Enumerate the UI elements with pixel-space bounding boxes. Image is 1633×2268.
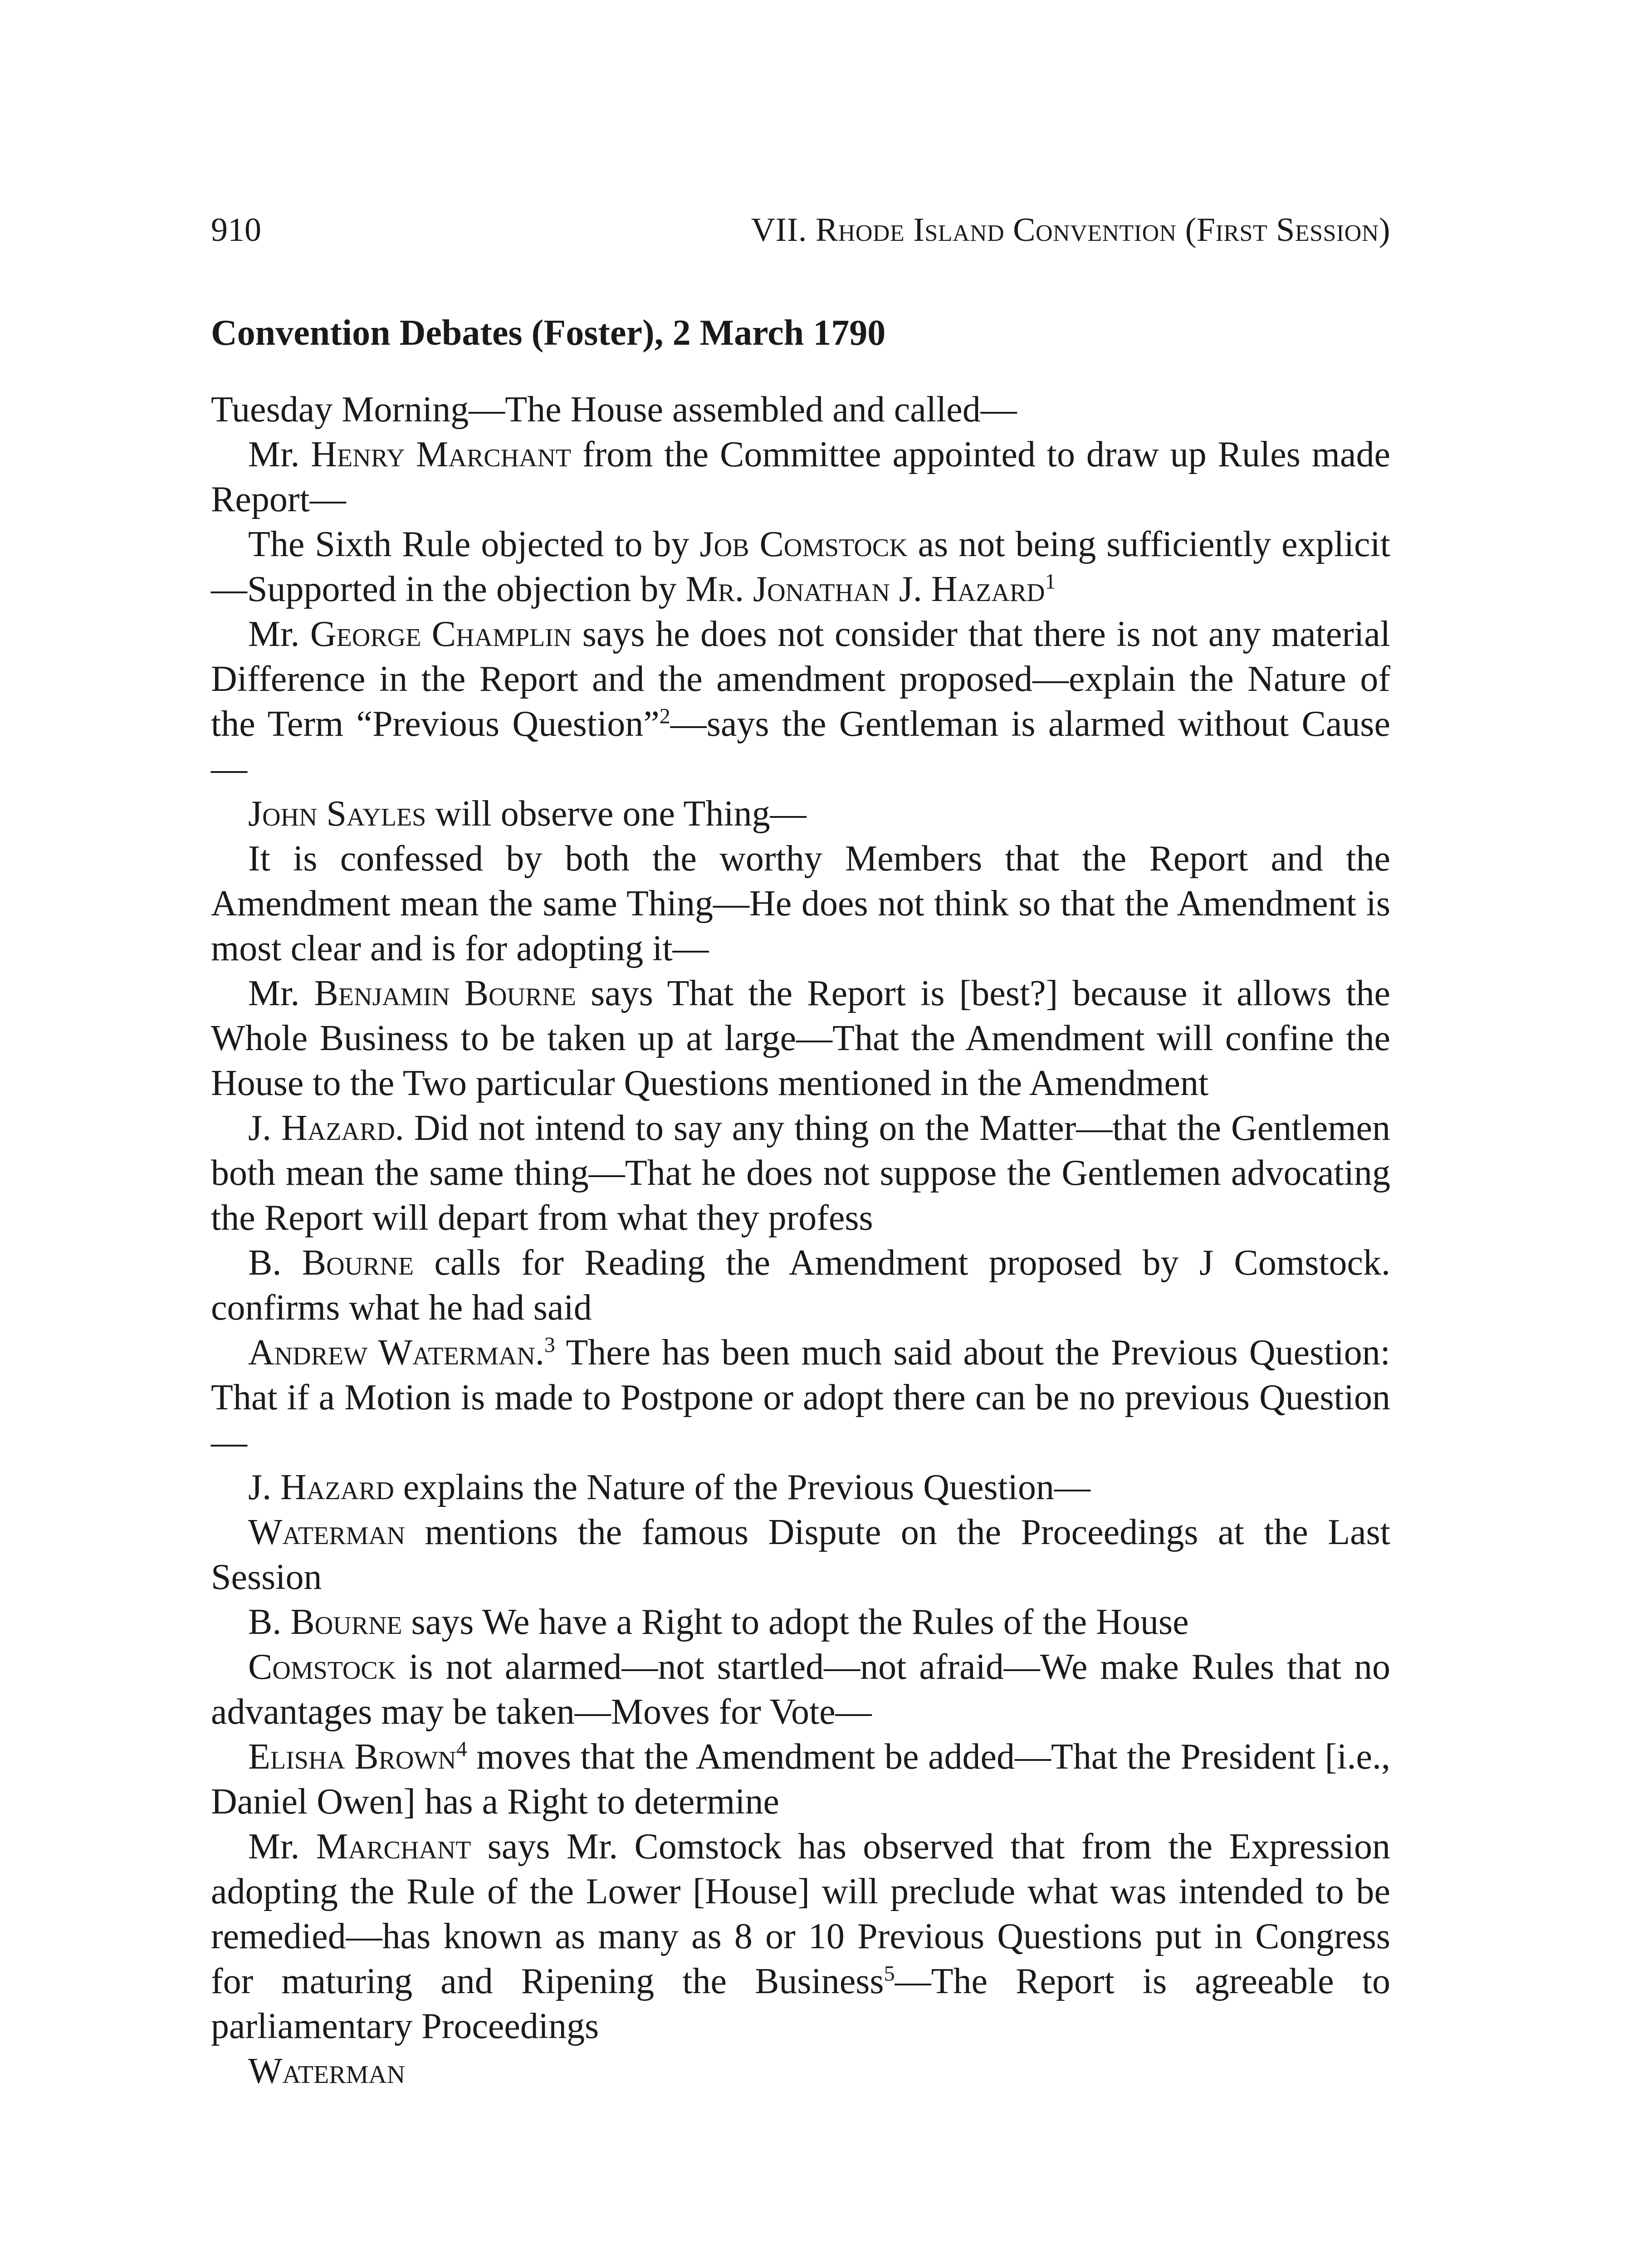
text-run: mentions the famous Dispute on the Proceedings at the Last Session <box>211 1512 1390 1597</box>
speaker-name: John Sayles <box>248 794 426 834</box>
paragraph <box>211 1600 1390 1645</box>
text-run: —says the Gentleman is alarmed without Cause— <box>211 704 1391 789</box>
footnote-marker: 4 <box>456 1737 467 1761</box>
paragraph <box>211 1735 1390 1824</box>
speaker-name: Waterman <box>248 2051 406 2091</box>
speaker-name: Henry Marchant <box>311 435 572 474</box>
text-run: as not being sufficiently explicit—Supported in the objection by <box>211 524 1390 609</box>
footnote-marker: 1 <box>1045 569 1056 594</box>
speaker-name: Bourne <box>290 1602 402 1642</box>
document-title: Convention Debates (Foster), 2 March 1790 <box>211 313 886 353</box>
footnote-marker: 3 <box>544 1333 555 1357</box>
text-run: It is confessed by both the worthy Members that the Report and the Amendment mean the same Thing—He does not think so that the Amendment is most clear and is for adopting it— <box>211 839 1390 968</box>
text-run: Mr. <box>248 614 310 654</box>
paragraph <box>211 522 1390 612</box>
document-body <box>211 387 1390 2094</box>
book-page <box>211 213 1390 2094</box>
text-run: Mr. <box>248 435 311 474</box>
running-head <box>211 213 1390 247</box>
paragraph <box>211 1241 1390 1330</box>
text-run: says Mr. Comstock has observed that from the Expression adopting the Rule of the Lower [House] will preclude what was intended to be remedied—has known as many as 8 or 10 Previous Questions put in Congress for maturing and Ripening the Business <box>211 1827 1390 2001</box>
text-run: B. <box>248 1243 302 1283</box>
text-run: Tuesday Morning—The House assembled and called— <box>211 390 1017 430</box>
text-run: is not alarmed—not startled—not afraid—We make Rules that no advantages may be taken—Moves for Vote— <box>211 1647 1390 1732</box>
paragraph <box>211 612 1390 792</box>
text-run: . Did not intend to say any thing on the Matter—that the Gentlemen both mean the same thing—That he does not suppose the Gentlemen advocating the Report will depart from what they profess <box>211 1108 1390 1238</box>
paragraph <box>211 1465 1390 1510</box>
text-run: moves that the Amendment be added—That the President [i.e., Daniel Owen] has a Right to determine <box>211 1737 1391 1822</box>
text-run: explains the Nature of the Previous Question— <box>394 1467 1091 1507</box>
speaker-name: Elisha Brown <box>248 1737 456 1777</box>
text-run: B. <box>248 1602 291 1642</box>
paragraph <box>211 1330 1390 1465</box>
text-run: J. <box>890 569 931 609</box>
text-run: J. <box>248 1108 282 1148</box>
text-run: J. <box>248 1467 281 1507</box>
paragraph <box>211 836 1390 971</box>
text-run: says We have a Right to adopt the Rules of the House <box>402 1602 1189 1642</box>
speaker-name: Job Comstock <box>699 524 908 564</box>
text-run: will observe one Thing— <box>426 794 807 834</box>
paragraph <box>211 1510 1390 1600</box>
text-run: says he does not consider that there is not any material Difference in the Report and the amendment proposed—explain the Nature of the Term “Previous Question” <box>211 614 1391 744</box>
footnote-marker: 5 <box>884 1961 895 1986</box>
speaker-name: Hazard <box>280 1467 394 1507</box>
page-number: 910 <box>211 211 261 249</box>
speaker-name: George Champlin <box>310 614 572 654</box>
paragraph <box>211 432 1390 522</box>
paragraph <box>211 1645 1390 1735</box>
paragraph <box>211 971 1390 1106</box>
text-run: —The Report is agreeable to parliamentary Proceedings <box>211 1961 1390 2046</box>
paragraph <box>211 1106 1390 1241</box>
paragraph <box>211 792 1390 836</box>
running-head-title: VII. Rhode Island Convention (First Session) <box>751 211 1390 249</box>
text-run: calls for Reading the Amendment proposed by J Comstock. confirms what he had said <box>211 1243 1391 1328</box>
speaker-name: Bourne <box>302 1243 414 1283</box>
text-run: from the Committee appointed to draw up Rules made Report— <box>211 435 1391 519</box>
speaker-name: Comstock <box>248 1647 396 1687</box>
speaker-name: Benjamin Bourne <box>314 973 577 1013</box>
speaker-name: Waterman <box>248 1512 406 1552</box>
speaker-name: Mr. Jonathan <box>685 569 890 609</box>
text-run: The Sixth Rule objected to by <box>248 524 700 564</box>
speaker-name: Marchant <box>316 1827 471 1867</box>
paragraph <box>211 2049 1390 2094</box>
text-run: Mr. <box>248 973 314 1013</box>
speaker-name: Hazard <box>931 569 1045 609</box>
text-run: Mr. <box>248 1827 316 1867</box>
text-run: There has been much said about the Previous Question: That if a Motion is made to Postpone or adopt there can be no previous Question— <box>211 1333 1390 1462</box>
paragraph <box>211 1824 1390 2049</box>
paragraph <box>211 387 1390 432</box>
speaker-name: Hazard <box>281 1108 395 1148</box>
text-run: . <box>535 1333 544 1373</box>
footnote-marker: 2 <box>659 704 670 728</box>
text-run: says That the Report is [best?] because it allows the Whole Business to be taken up at large—That the Amendment will confine the House to the Two particular Questions mentioned in the Amendment <box>211 973 1391 1103</box>
speaker-name: Andrew Waterman <box>248 1333 535 1373</box>
